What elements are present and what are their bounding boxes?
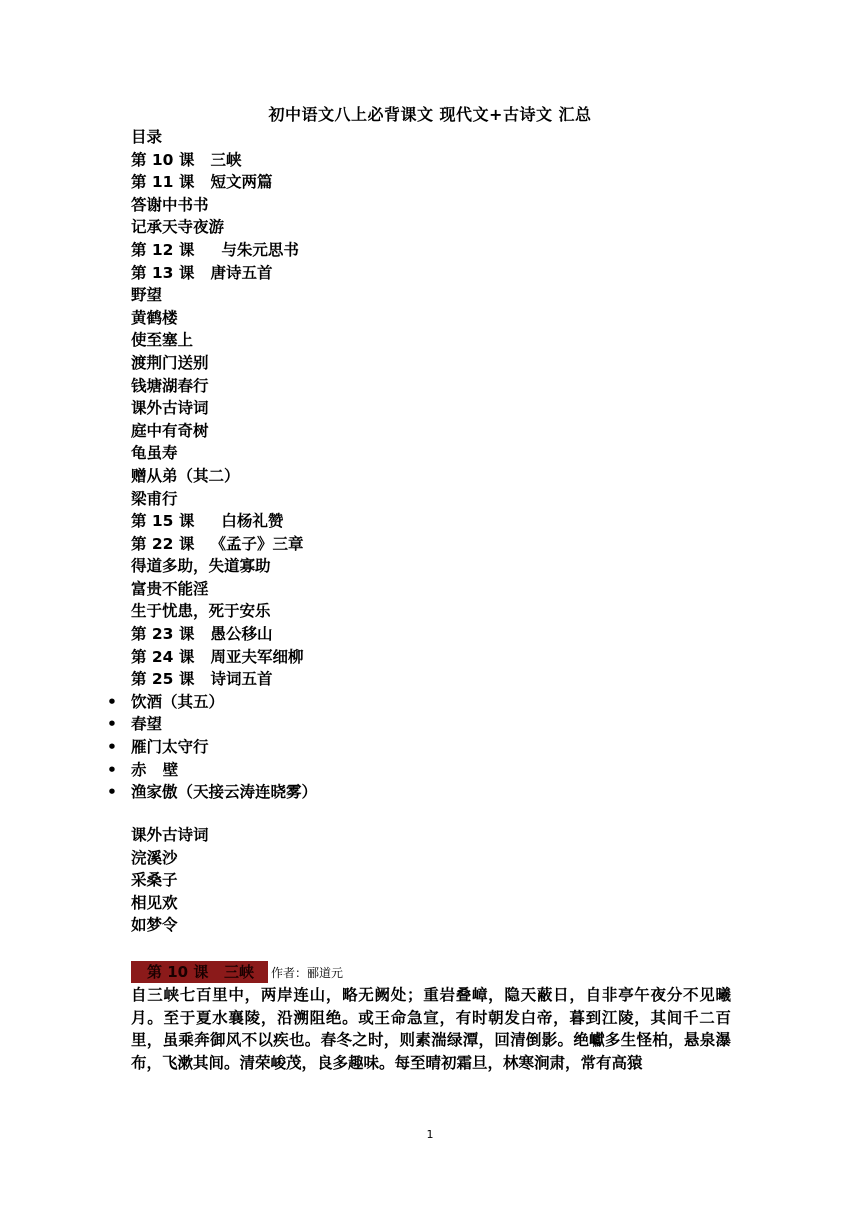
toc-extra-item: 课外古诗词 xyxy=(131,826,209,844)
toc-item: 庭中有奇树 xyxy=(131,421,209,440)
toc-extra-item: 相见欢 xyxy=(131,893,178,912)
toc-extra-item: 如梦令 xyxy=(131,916,178,935)
toc-item: 第 25 课 诗词五首 xyxy=(131,670,273,689)
toc-bullet-item: • 赤 壁 xyxy=(131,759,317,782)
toc-item: 得道多助，失道寡助 xyxy=(131,557,271,576)
toc-item: 第 22 课 《孟子》三章 xyxy=(131,534,304,553)
toc-item: 野望 xyxy=(131,286,163,305)
toc-item: 记承天寺夜游 xyxy=(131,218,225,237)
toc-bullet-item: • 渔家傲（天接云涛连晓雾） xyxy=(131,781,317,804)
toc-item: 渡荆门送别 xyxy=(131,353,209,372)
toc-item: 生于忧患，死于安乐 xyxy=(131,602,271,621)
toc-item: 答谢中书书 xyxy=(131,195,209,214)
toc-item: 课外古诗词 xyxy=(131,399,209,418)
toc-item: 龟虽寿 xyxy=(131,444,178,463)
toc-item: 第 23 课 愚公移山 xyxy=(131,625,273,644)
toc-extra-item: 采桑子 xyxy=(131,871,178,890)
toc-item: 赠从弟（其二） xyxy=(131,466,240,485)
toc-item: 第 13 课 唐诗五首 xyxy=(131,263,273,282)
toc-item: 富贵不能淫 xyxy=(131,579,209,598)
toc-item: 钱塘湖春行 xyxy=(131,376,209,395)
toc-item: 使至塞上 xyxy=(131,331,194,350)
toc-item: 梁甫行 xyxy=(131,489,178,508)
extra-poems-list xyxy=(131,824,209,937)
toc-item: 第 24 课 周亚夫军细柳 xyxy=(131,647,304,666)
toc-item: 黄鹤楼 xyxy=(131,308,178,327)
table-of-contents xyxy=(131,126,317,804)
page-number: 1 xyxy=(426,1128,434,1141)
lesson-heading xyxy=(131,961,343,983)
document-title: 初中语文八上必背课文 现代文+古诗文 汇总 xyxy=(268,105,592,124)
lesson-title-highlight: 第 10 课 三峡 xyxy=(131,961,268,983)
toc-bullet-item: • 雁门太守行 xyxy=(131,736,317,759)
toc-extra-item: 浣溪沙 xyxy=(131,848,178,867)
toc-item: 第 15 课 白杨礼赞 xyxy=(131,512,284,531)
lesson-body-text: 自三峡七百里中，两岸连山，略无阙处；重岩叠嶂，隐天蔽日，自非亭午夜分不见曦月。至于夏水襄陵，沿溯阻绝。或王命急宣，有时朝发白帝，暮到江陵，其间千二百里，虽乘奔御风不以疾也。春冬之时，则素湍绿潭，回清倒影。绝巘多生怪柏，悬泉瀑布，飞漱其间。清荣峻茂，良多趣味。每至晴初霜旦，林寒涧肃，常有高猿 xyxy=(131,986,731,1072)
toc-item: 第 12 课 与朱元思书 xyxy=(131,240,299,259)
toc-item: 第 10 课 三峡 xyxy=(131,150,242,169)
toc-item: 目录 xyxy=(131,128,163,146)
lesson-author: 作者：郦道元 xyxy=(271,966,344,980)
toc-bullet-item: • 春望 xyxy=(131,713,317,736)
toc-bullet-item: • 饮酒（其五） xyxy=(131,691,317,714)
toc-item: 第 11 课 短文两篇 xyxy=(131,173,273,192)
